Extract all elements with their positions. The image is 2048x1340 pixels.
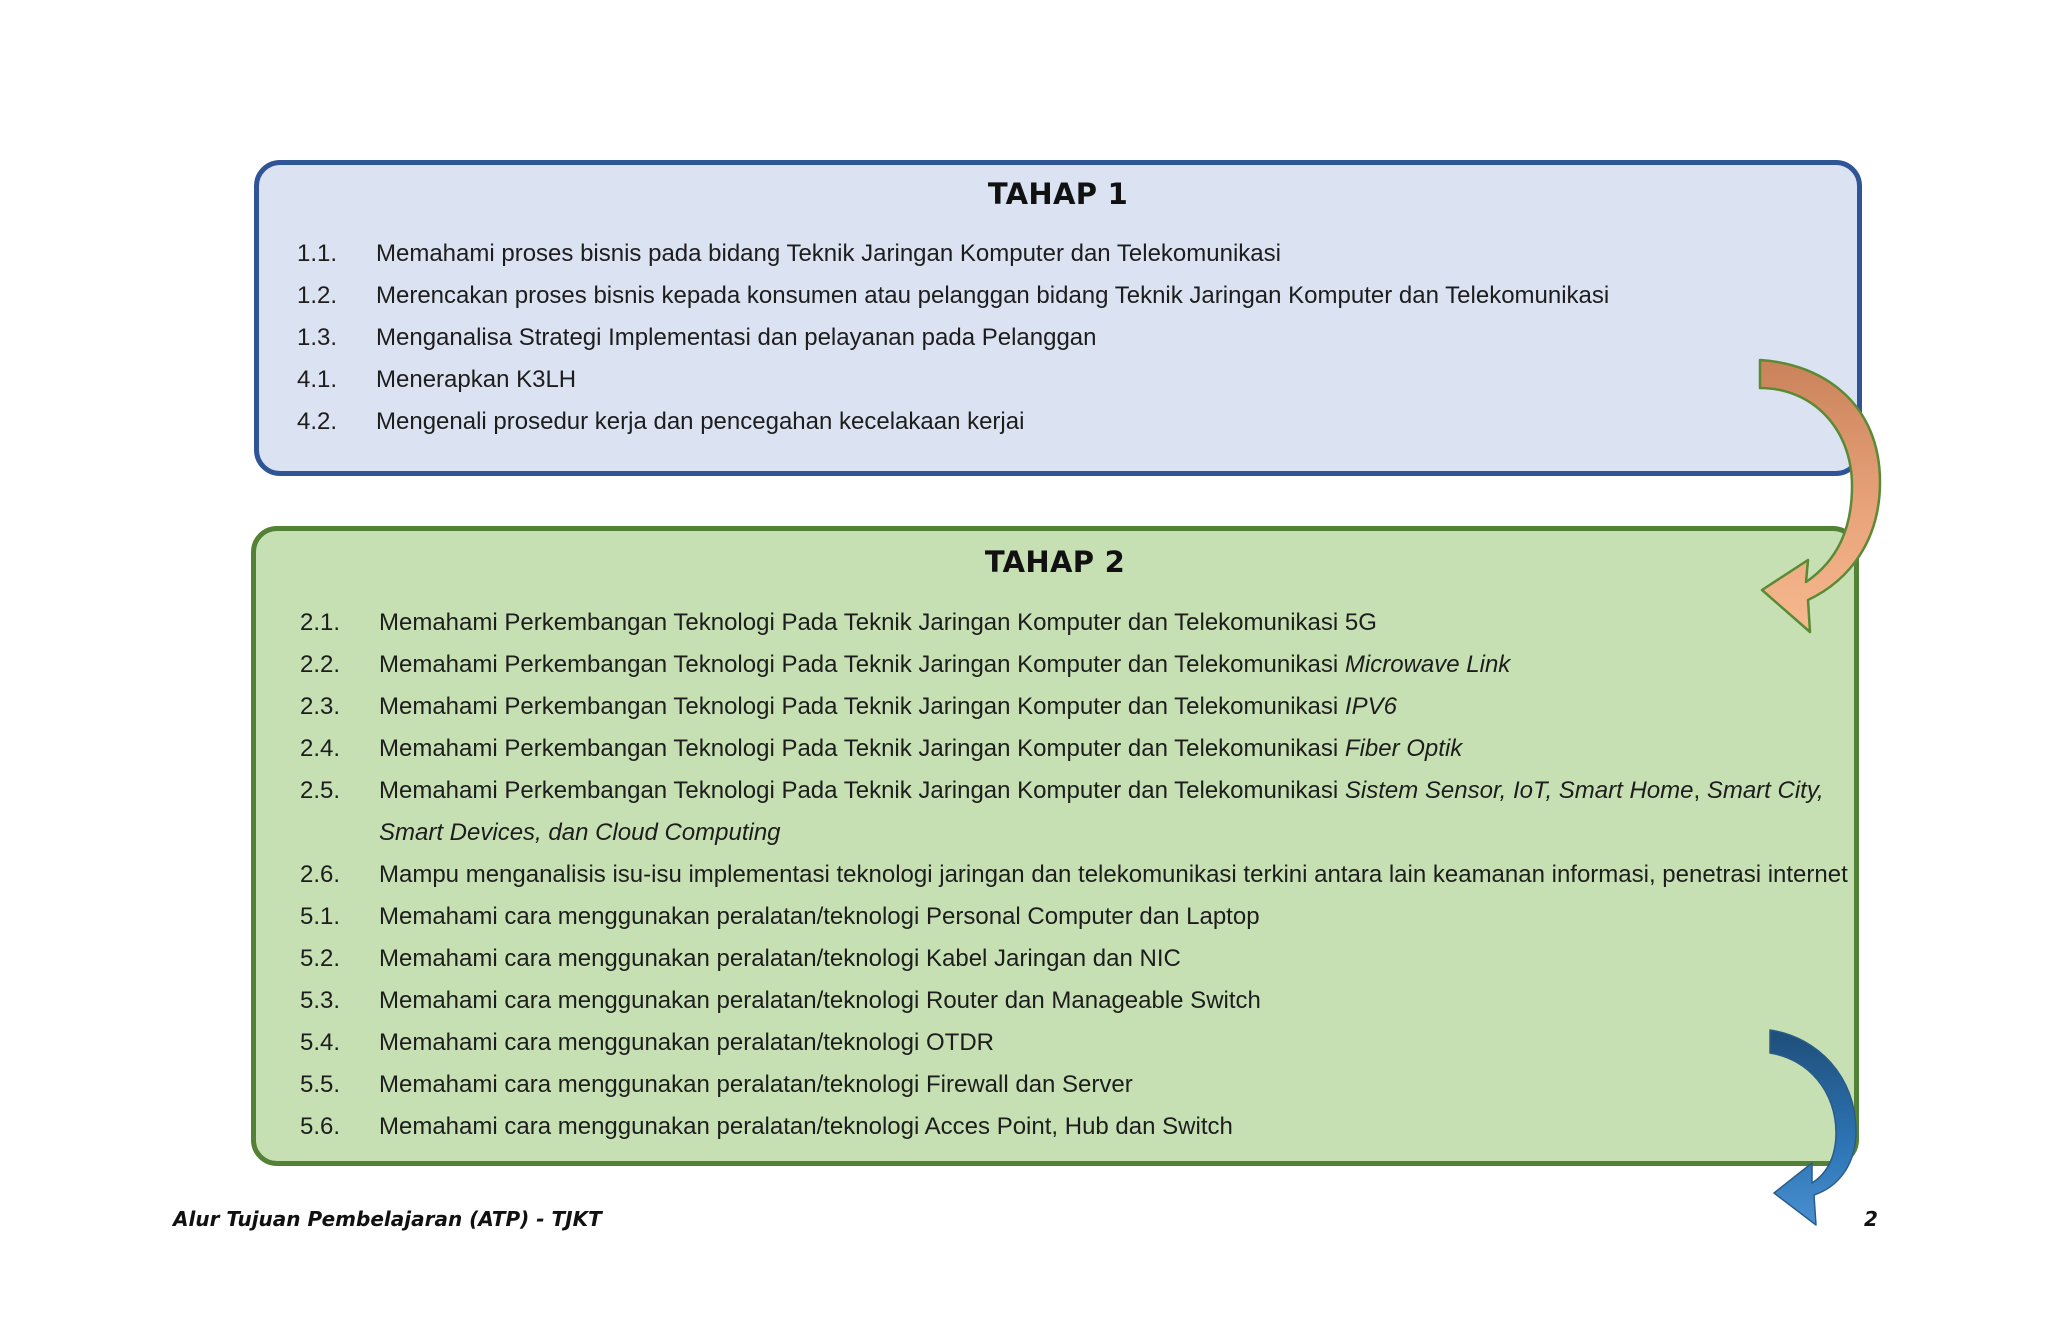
stage-2-box [251, 526, 1859, 1166]
list-item [297, 401, 1609, 443]
item-number: 2.6. [300, 861, 341, 888]
list-item [297, 317, 1609, 359]
item-text: Memahami cara menggunakan peralatan/teknologi Acces Point, Hub dan Switch [379, 1113, 1233, 1140]
item-text-prefix: Memahami Perkembangan Teknologi Pada Teknik Jaringan Komputer dan Telekomunikasi [379, 651, 1339, 678]
item-number: 1.2. [297, 282, 338, 309]
item-text-italic: Sistem Sensor, IoT, Smart Home [1344, 777, 1694, 804]
item-text-prefix: Memahami Perkembangan Teknologi Pada Teknik Jaringan Komputer dan Telekomunikasi [379, 777, 1339, 804]
item-number: 1.3. [297, 324, 338, 351]
list-item [300, 1022, 1860, 1064]
item-text: Menerapkan K3LH [376, 366, 577, 393]
list-item [297, 359, 1609, 401]
item-text: Memahami proses bisnis pada bidang Teknik Jaringan Komputer dan Telekomunikasi [376, 240, 1281, 267]
item-text-italic: IPV6 [1344, 693, 1397, 720]
list-item [297, 275, 1609, 317]
curved-arrow-down-blue-icon [1760, 1025, 1870, 1235]
list-item [300, 980, 1860, 1022]
stage-1-title: TAHAP 1 [987, 177, 1129, 211]
item-text-italic-continued: Smart Devices, dan Cloud Computing [379, 819, 781, 846]
list-item [300, 1064, 1860, 1106]
stage-1-list [297, 233, 1609, 443]
item-text: Mampu menganalisis isu-isu implementasi teknologi jaringan dan telekomunikasi terkini antara lain keamanan informasi, penetrasi internet [379, 861, 1848, 888]
stage-2-title: TAHAP 2 [984, 545, 1126, 579]
stage-2-list [300, 602, 1860, 1148]
item-number: 5.6. [300, 1113, 341, 1140]
list-item [300, 854, 1860, 896]
list-item [300, 728, 1860, 770]
list-item [300, 1106, 1860, 1148]
item-text: Merencakan proses bisnis kepada konsumen atau pelanggan bidang Teknik Jaringan Komputer dan Telekomunikasi [376, 282, 1610, 309]
list-item [300, 896, 1860, 938]
stage-1-box [254, 160, 1862, 476]
item-number: 5.1. [300, 903, 341, 930]
footer-document-title: Alur Tujuan Pembelajaran (ATP) - TJKT [173, 1207, 602, 1231]
list-item [297, 233, 1609, 275]
item-text: Memahami Perkembangan Teknologi Pada Teknik Jaringan Komputer dan Telekomunikasi 5G [379, 609, 1377, 636]
item-number: 2.2. [300, 651, 341, 678]
item-number: 5.5. [300, 1071, 341, 1098]
item-text: Memahami cara menggunakan peralatan/teknologi OTDR [379, 1029, 994, 1056]
item-text: Memahami cara menggunakan peralatan/teknologi Kabel Jaringan dan NIC [379, 945, 1181, 972]
footer-page-number: 2 [1864, 1207, 1878, 1231]
item-number: 2.3. [300, 693, 341, 720]
item-number: 1.1. [297, 240, 338, 267]
item-number: 2.1. [300, 609, 341, 636]
item-text-italic: Microwave Link [1344, 651, 1511, 678]
item-text: Memahami cara menggunakan peralatan/teknologi Personal Computer dan Laptop [379, 903, 1260, 930]
item-number: 5.4. [300, 1029, 341, 1056]
item-text: Mengenali prosedur kerja dan pencegahan kecelakaan kerjai [376, 408, 1025, 435]
item-text: Memahami cara menggunakan peralatan/teknologi Firewall dan Server [379, 1071, 1133, 1098]
item-number: 5.3. [300, 987, 341, 1014]
list-item [300, 686, 1860, 728]
item-text-prefix: Memahami Perkembangan Teknologi Pada Teknik Jaringan Komputer dan Telekomunikasi [379, 693, 1339, 720]
item-number: 2.5. [300, 777, 341, 804]
item-text-italic: Smart City, [1706, 777, 1824, 804]
item-number: 4.2. [297, 408, 338, 435]
item-number: 4.1. [297, 366, 338, 393]
item-number: 5.2. [300, 945, 341, 972]
item-text-prefix: Memahami Perkembangan Teknologi Pada Teknik Jaringan Komputer dan Telekomunikasi [379, 735, 1339, 762]
item-text-italic: Fiber Optik [1344, 735, 1463, 762]
curved-arrow-down-orange-icon [1740, 350, 1900, 660]
item-text-separator: , [1693, 777, 1701, 804]
list-item [300, 770, 1860, 854]
item-text: Memahami cara menggunakan peralatan/teknologi Router dan Manageable Switch [379, 987, 1261, 1014]
item-text: Menganalisa Strategi Implementasi dan pelayanan pada Pelanggan [376, 324, 1097, 351]
list-item [300, 644, 1860, 686]
list-item [300, 938, 1860, 980]
list-item [300, 602, 1860, 644]
item-number: 2.4. [300, 735, 341, 762]
